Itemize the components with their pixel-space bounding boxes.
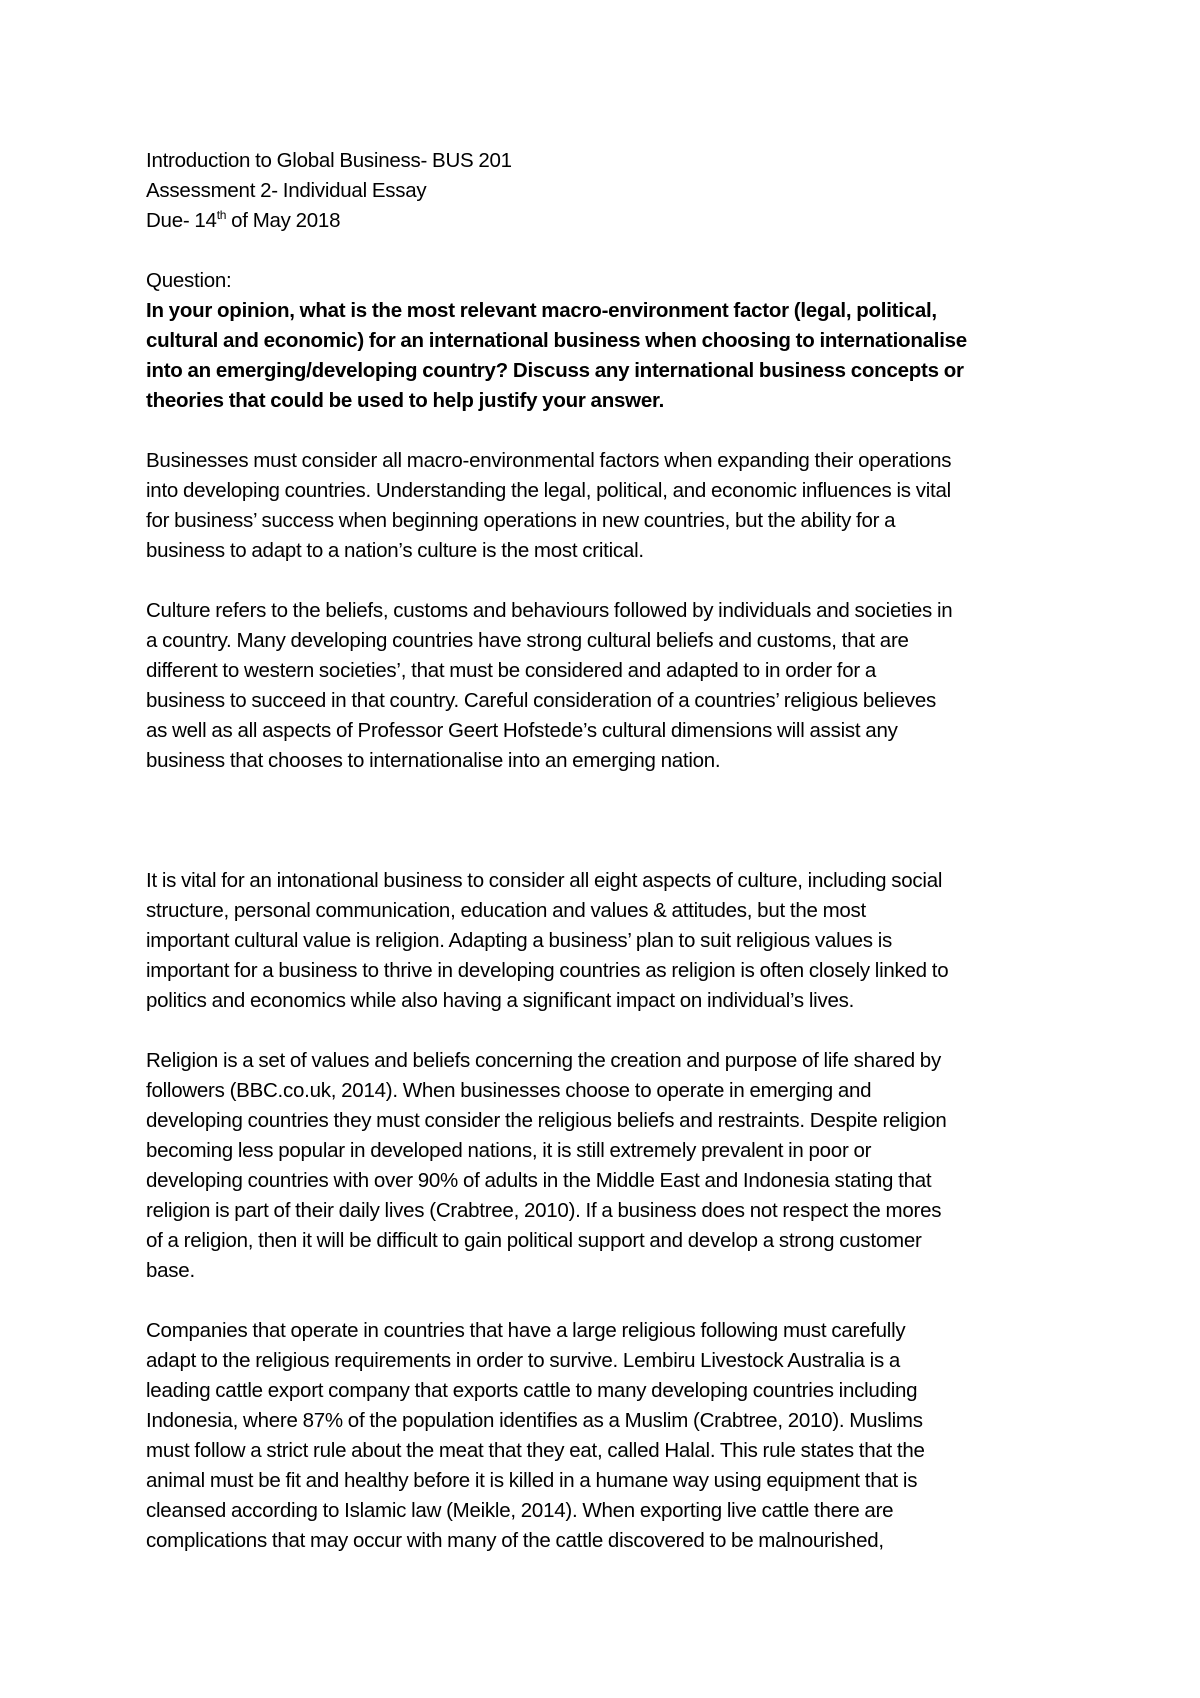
paragraph-line: structure, personal communication, education and values & attitudes, but the most xyxy=(146,899,866,922)
paragraph-line: politics and economics while also having a significant impact on individual’s lives. xyxy=(146,989,855,1012)
paragraph-line: animal must be fit and healthy before it is killed in a humane way using equipment that is xyxy=(146,1469,918,1492)
paragraph-line: complications that may occur with many of the cattle discovered to be malnourished, xyxy=(146,1529,884,1552)
spacer xyxy=(146,236,1076,266)
paragraph-line: Businesses must consider all macro-environmental factors when expanding their operations xyxy=(146,449,952,472)
question-line: In your opinion, what is the most relevant macro-environment factor (legal, political, xyxy=(146,299,937,322)
due-superscript: th xyxy=(216,208,227,222)
course-title: Introduction to Global Business- BUS 201 xyxy=(146,149,512,172)
question-label: Question: xyxy=(146,269,232,292)
paragraph-line: base. xyxy=(146,1259,195,1282)
paragraph-line: developing countries they must consider the religious beliefs and restraints. Despite religion xyxy=(146,1109,947,1132)
paragraph-line: followers (BBC.co.uk, 2014). When businesses choose to operate in emerging and xyxy=(146,1079,872,1102)
paragraph-line: adapt to the religious requirements in order to survive. Lembiru Livestock Australia is a xyxy=(146,1349,901,1372)
spacer xyxy=(146,776,1076,866)
paragraph-line: It is vital for an intonational business to consider all eight aspects of culture, including social xyxy=(146,869,943,892)
paragraph-line: must follow a strict rule about the meat that they eat, called Halal. This rule states that the xyxy=(146,1439,925,1462)
spacer xyxy=(146,566,1076,596)
assessment-title: Assessment 2- Individual Essay xyxy=(146,179,427,202)
paragraph-religion xyxy=(146,1046,1076,1286)
paragraph-line: Culture refers to the beliefs, customs and behaviours followed by individuals and societies in xyxy=(146,599,953,622)
paragraph-line: religion is part of their daily lives (Crabtree, 2010). If a business does not respect the mores xyxy=(146,1199,942,1222)
spacer xyxy=(146,1016,1076,1046)
question-line: theories that could be used to help justify your answer. xyxy=(146,389,665,412)
paragraph-line: for business’ success when beginning operations in new countries, but the ability for a xyxy=(146,509,896,532)
spacer xyxy=(146,1286,1076,1316)
due-suffix: of May 2018 xyxy=(226,209,341,232)
paragraph-line: leading cattle export company that exports cattle to many developing countries including xyxy=(146,1379,918,1402)
paragraph-line: business that chooses to internationalise into an emerging nation. xyxy=(146,749,721,772)
paragraph-line: business to succeed in that country. Careful consideration of a countries’ religious believes xyxy=(146,689,937,712)
essay-header xyxy=(146,146,1076,236)
paragraph-line: of a religion, then it will be difficult to gain political support and develop a strong customer xyxy=(146,1229,922,1252)
paragraph-line: important cultural value is religion. Adapting a business’ plan to suit religious values is xyxy=(146,929,892,952)
paragraph-line: Companies that operate in countries that have a large religious following must carefully xyxy=(146,1319,906,1342)
paragraph-companies xyxy=(146,1316,1076,1556)
spacer xyxy=(146,416,1076,446)
question-block xyxy=(146,266,1076,416)
due-date xyxy=(146,206,1076,236)
paragraph-intro xyxy=(146,446,1076,566)
paragraph-line: becoming less popular in developed nations, it is still extremely prevalent in poor or xyxy=(146,1139,872,1162)
paragraph-line: Indonesia, where 87% of the population identifies as a Muslim (Crabtree, 2010). Muslims xyxy=(146,1409,923,1432)
essay-body xyxy=(146,146,1076,1556)
paragraph-line: different to western societies’, that must be considered and adapted to in order for a xyxy=(146,659,877,682)
paragraph-line: developing countries with over 90% of adults in the Middle East and Indonesia stating that xyxy=(146,1169,932,1192)
due-prefix: Due- 14 xyxy=(146,209,217,232)
paragraph-aspects xyxy=(146,866,1076,1016)
paragraph-line: a country. Many developing countries have strong cultural beliefs and customs, that are xyxy=(146,629,909,652)
paragraph-line: into developing countries. Understanding the legal, political, and economic influences is vital xyxy=(146,479,951,502)
paragraph-line: cleansed according to Islamic law (Meikle, 2014). When exporting live cattle there are xyxy=(146,1499,894,1522)
paragraph-line: business to adapt to a nation’s culture is the most critical. xyxy=(146,539,644,562)
question-line: cultural and economic) for an international business when choosing to internationalise xyxy=(146,329,967,352)
paragraph-line: Religion is a set of values and beliefs concerning the creation and purpose of life shared by xyxy=(146,1049,941,1072)
question-line: into an emerging/developing country? Discuss any international business concepts or xyxy=(146,359,964,382)
paragraph-line: important for a business to thrive in developing countries as religion is often closely linked to xyxy=(146,959,949,982)
paragraph-line: as well as all aspects of Professor Geert Hofstede’s cultural dimensions will assist any xyxy=(146,719,898,742)
paragraph-culture xyxy=(146,596,1076,776)
